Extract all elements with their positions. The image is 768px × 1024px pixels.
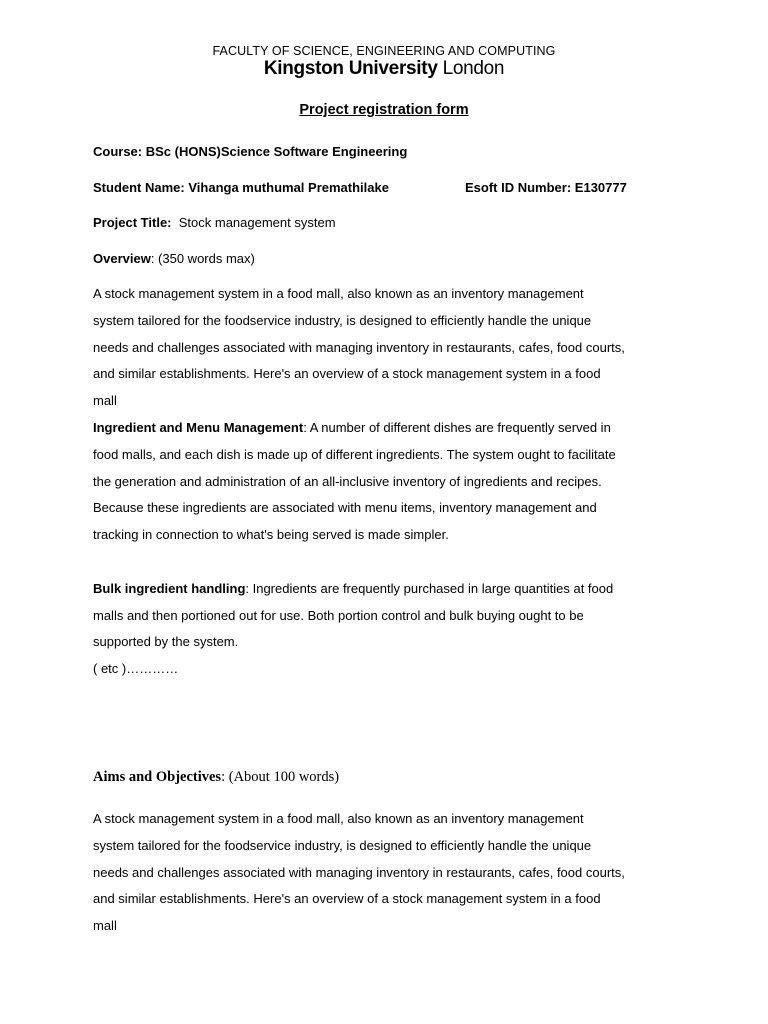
overview-field [93, 251, 255, 266]
aims-line: A stock management system in a food mall, also known as an inventory management [93, 811, 584, 826]
esoft-id-value: E130777 [574, 180, 627, 195]
ingredient-heading: Ingredient and Menu Management [93, 419, 304, 435]
overview-line: system tailored for the foodservice industry, is designed to efficiently handle the unique [93, 312, 592, 328]
student-name-field [93, 180, 389, 195]
ingredient-line: the generation and administration of an all-inclusive inventory of ingredients and recipes. [93, 473, 602, 489]
ingredient-line: Because these ingredients are associated with menu items, inventory management and [93, 500, 597, 516]
university-name: Kingston University [263, 58, 438, 79]
bulk-heading: Bulk ingredient handling [93, 580, 246, 596]
student-name-label: Student Name: [93, 180, 185, 195]
aims-heading [93, 769, 339, 786]
aims-line: mall [93, 918, 117, 934]
ingredient-first-line: : A number of different dishes are frequently served in [303, 419, 611, 435]
university-city: London [442, 58, 505, 79]
aims-line: system tailored for the foodservice industry, is designed to efficiently handle the unique [93, 837, 592, 853]
overview-label: Overview [93, 251, 151, 266]
bulk-line: supported by the system. [93, 634, 239, 650]
project-title-value: Stock management system [178, 215, 336, 230]
aims-line: and similar establishments. Here's an overview of a stock management system in a food [93, 891, 601, 907]
overview-line: mall [93, 393, 117, 409]
overview-line: A stock management system in a food mall, also known as an inventory management [93, 286, 584, 301]
course-label: Course: [93, 144, 143, 159]
blank-line [93, 549, 693, 576]
overview-text [93, 281, 693, 683]
bulk-line: ( etc )………… [93, 661, 179, 677]
course-value: BSc (HONS)Science Software Engineering [145, 144, 408, 159]
project-title-field [93, 215, 336, 230]
student-name-value: Vihanga muthumal Premathilake [188, 180, 389, 195]
bulk-paragraph-start [93, 576, 693, 603]
ingredient-line: food malls, and each dish is made up of different ingredients. The system ought to facilitate [93, 446, 616, 462]
bulk-first-line: : Ingredients are frequently purchased in large quantities at food [245, 580, 614, 596]
overview-line: and similar establishments. Here's an overview of a stock management system in a food [93, 366, 601, 382]
aims-label: Aims and Objectives [93, 769, 222, 785]
project-title-label: Project Title: [93, 215, 172, 230]
overview-note: : (350 words max) [150, 251, 255, 266]
aims-note: : (About 100 words) [221, 769, 340, 785]
form-title: Project registration form [299, 102, 469, 118]
esoft-id-field [465, 180, 627, 195]
aims-text [93, 806, 693, 940]
course-field [93, 144, 407, 159]
ingredient-line: tracking in connection to what's being served is made simpler. [93, 527, 449, 543]
university-logo [0, 58, 768, 80]
ingredient-paragraph-start [93, 415, 693, 442]
aims-line: needs and challenges associated with managing inventory in restaurants, cafes, food courts, [93, 864, 625, 880]
bulk-line: malls and then portioned out for use. Both portion control and bulk buying ought to be [93, 607, 584, 623]
esoft-id-label: Esoft ID Number: [465, 180, 572, 195]
faculty-heading: FACULTY OF SCIENCE, ENGINEERING AND COMPUTING [212, 44, 556, 58]
overview-line: needs and challenges associated with managing inventory in restaurants, cafes, food courts, [93, 339, 625, 355]
